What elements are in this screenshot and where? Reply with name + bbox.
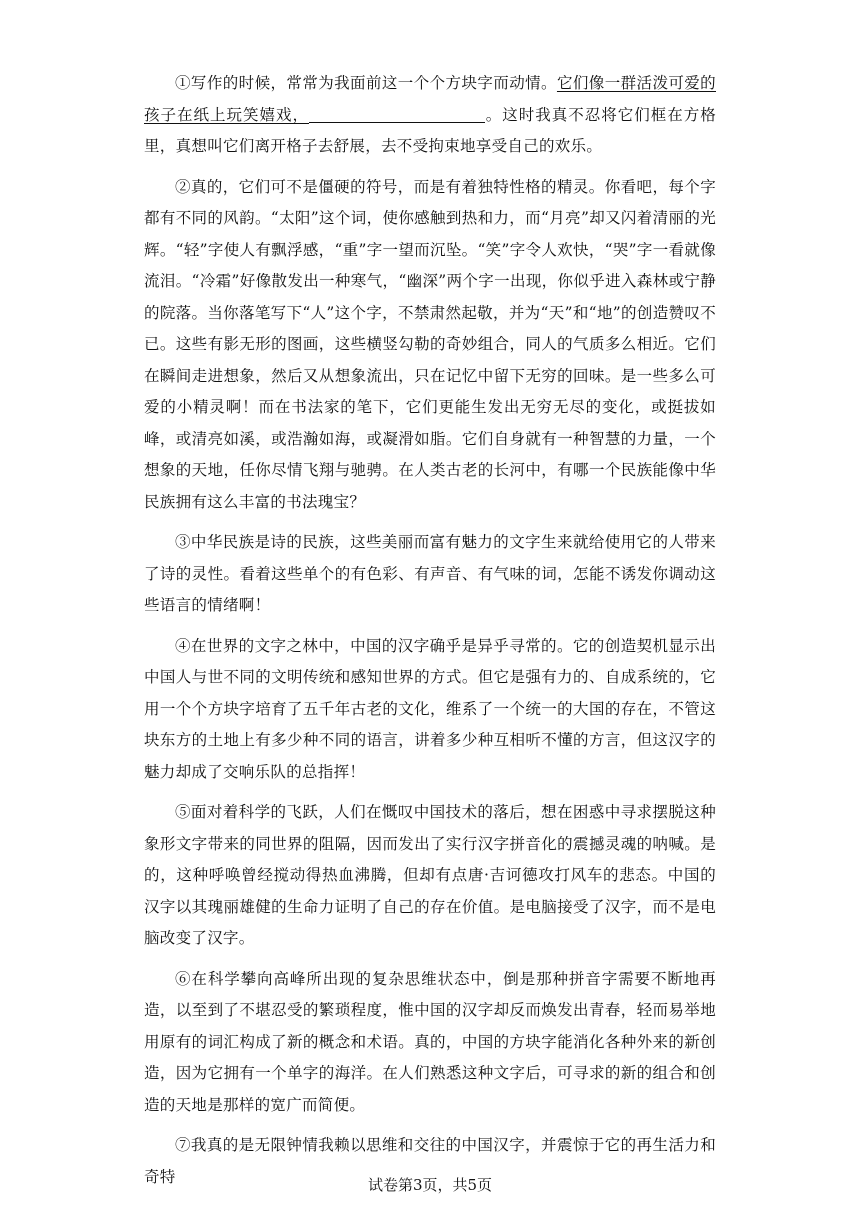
paragraph-1-lead: ①写作的时候，常常为我面前这一个个方块字而动情。 — [175, 74, 557, 92]
paragraph-4: ④在世界的文字之林中，中国的汉字确乎是异乎寻常的。它的创造契机显示出中国人与世不同的文明传统和感知世界的方式。但它是强有力的、自成系统的，它用一个个方块字培育了五千年古老的文化，维系了一个统一的大国的存在，不管这块东方的土地上有多少种不同的语言，讲着多少种互相听不懂的方言，但这汉字的魅力却成了交响乐队的总指挥！ — [144, 636, 716, 781]
paragraph-1-underlined-sentence: 它们像一群活泼可爱的孩子在纸上玩笑嬉戏， — [144, 74, 716, 124]
paragraph-6: ⑥在科学攀向高峰所出现的复杂思维状态中，倒是那种拼音字需要不断地再造，以至到了不堪忍受的繁琐程度，惟中国的汉字却反而焕发出青春，轻而易举地用原有的词汇构成了新的概念和术语。真的，中国的方块字能消化各种外来的新创造，因为它拥有一个单字的海洋。在人们熟悉这种文字后，可寻求的新的组合和创造的天地是那样的宽广而简便。 — [144, 969, 716, 1114]
fill-in-blank[interactable] — [309, 104, 485, 123]
passage — [144, 68, 716, 1207]
paragraph-3: ③中华民族是诗的民族，这些美丽而富有魅力的文字生来就给使用它的人带来了诗的灵性。看着这些单个的有色彩、有声音、有气味的词，怎能不诱发你调动这些语言的情绪啊！ — [144, 533, 716, 614]
paragraph-2: ②真的，它们可不是僵硬的符号，而是有着独特性格的精灵。你看吧，每个字都有不同的风韵。“太阳”这个词，使你感触到热和力，而“月亮”却又闪着清丽的光辉。“轻”字使人有飘浮感，“重”字一望而沉坠。“笑”字令人欢快，“哭”字一看就像流泪。“冷霜”好像散发出一种寒气，“幽深”两个字一出现，你似乎进入森林或宁静的院落。当你落笔写下“人”这个字，不禁肃然起敬，并为“天”和“地”的创造赞叹不已。这些有影无形的图画，这些横竖勾勒的奇妙组合，同人的气质多么相近。它们在瞬间走进想象，然后又从想象流出，只在记忆中留下无穷的回味。是一些多么可爱的小精灵啊！而在书法家的笔下，它们更能生发出无穷无尽的变化，或挺拔如峰，或清亮如溪，或浩瀚如海，或凝滑如脂。它们自身就有一种智慧的力量，一个想象的天地，任你尽情飞翔与驰骋。在人类古老的长河中，有哪一个民族能像中华民族拥有这么丰富的书法瑰宝？ — [144, 177, 716, 511]
page-footer: 试卷第3页，共5页 — [367, 1176, 493, 1194]
paragraph-1-tail: 。这时我真不忍将它们框在方格里，真想叫它们离开格子去舒展，去不受拘束地享受自己的欢乐。 — [144, 105, 716, 155]
paragraph-7: ⑦我真的是无限钟情我赖以思维和交往的中国汉字，并震惊于它的再生活力和奇特 — [144, 1136, 716, 1186]
paragraph-1 — [144, 68, 716, 163]
paragraph-5: ⑤面对着科学的飞跃，人们在慨叹中国技术的落后，想在困惑中寻求摆脱这种象形文字带来的同世界的阻隔，因而发出了实行汉字拼音化的震撼灵魂的呐喊。是的，这种呼唤曾经搅动得热血沸腾，但却有点唐·吉诃德攻打风车的悲态。中国的汉字以其瑰丽雄健的生命力证明了自己的存在价值。是电脑接受了汉字，而不是电脑改变了汉字。 — [144, 803, 716, 947]
